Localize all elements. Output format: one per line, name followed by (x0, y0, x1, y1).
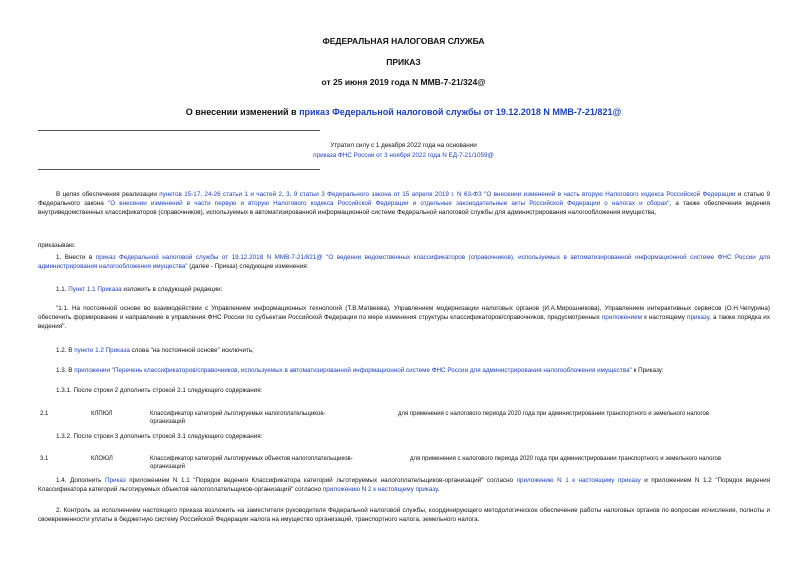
preamble-text-1: В целях обеспечения реализации (56, 191, 160, 198)
row-2-1-number: 2.1 (40, 411, 49, 417)
item-1-4-text-4: . (437, 486, 440, 493)
item-1-2-text-2: слова "на постоянной основе" исключить; (129, 347, 254, 354)
item-1-1-text-2: изложить в следующей редакции: (121, 286, 223, 293)
item-1-4-text-2: приложением N 1.1 "Порядок ведения Классификатора категорий льготируемых налогоплательщиков-организаций" согласно (125, 477, 517, 484)
notice-link[interactable]: приказа ФНС России от 3 ноября 2022 года N ЕД-7-21/1059@ (313, 152, 494, 159)
item-1-4-link-appendix-1[interactable]: приложению N 1 к настоящему приказу (516, 477, 641, 484)
preamble-link-law[interactable]: пунктов 15-17, 24-26 статьи 1 и частей 2, 3, 9 статьи 3 Федерального закона от 15 апреля 2019 г. N 63-ФЗ "О внесении изменений в часть вторую Налогового кодекса Российской Федерации (159, 191, 736, 198)
item-1-2-paragraph (56, 346, 254, 355)
document-type: ПРИКАЗ (386, 57, 421, 67)
row-2-1-code: КЛПЮЛ (91, 411, 113, 417)
quote-link-appendix[interactable]: приложением (601, 314, 643, 321)
item-1-text-2: (далее - Приказ) следующие изменения: (187, 263, 309, 270)
item-1-1-paragraph (56, 285, 222, 294)
preamble-link-law-title[interactable]: "О внесении изменений в части первую и вторую Налогового кодекса Российской Федерации и отдельные законодательные акты Российской Федерации о налогах и сборах" (107, 200, 670, 207)
quote-text-1: "1.1. На постоянной основе во взаимодействии с Управлением информационных технологий (Т.В.Матвеева), Управлением модернизации налоговых органов (И.А.Мирошникова), Управлением интерактивных сервисов (О.Н.Чепурина) обеспечить формирование и направление в управления ФНС России по субъектам Российской Федерации по мере изменения структуры классификаторов/справочников, предусмотренных (38, 305, 770, 321)
document-date: от 25 июня 2019 года N ММВ-7-21/324@ (321, 77, 486, 87)
item-1-4-link-appendix-2[interactable]: приложению N 2 к настоящему приказу (322, 486, 438, 493)
item-1-3-1-paragraph: 1.3.1. После строки 2 дополнить строкой 2.1 следующего содержания: (56, 387, 263, 394)
document-org: ФЕДЕРАЛЬНАЯ НАЛОГОВАЯ СЛУЖБА (322, 36, 485, 46)
item-1-3-text-2: к Приказу: (631, 367, 664, 374)
preamble-text-3: , а также обеспечения ведения внутриведомственных классификаторов (справочников), используемых в автоматизированной информационной системе Федеральной налоговой службы для администрирования налогообложения имущества, (38, 200, 770, 216)
divider-top (38, 130, 320, 131)
notice-link-line (0, 152, 807, 159)
item-1-4-link-order[interactable]: Приказ (104, 477, 126, 484)
item-1-4-text-3: и приложением N 1.2 "Порядок ведения Классификатора категорий льготируемых объектов налогоплательщиков-организаций" согласно (38, 477, 771, 493)
item-1-2-link[interactable]: пункте 1.2 Приказа (74, 347, 130, 354)
item-1-3-text-1: 1.3. В (56, 367, 75, 374)
item-1-1-text-1: 1.1. (56, 286, 69, 293)
row-3-1-number: 3.1 (40, 456, 49, 462)
document-subject (0, 107, 807, 117)
item-2-paragraph: 2. Контроль за исполнением настоящего приказа возложить на заместителя руководителя Федеральной налоговой службы, координирующего методологическое обеспечение работы налоговых органов по вопросам исчисления, полноты и своевременности уплаты в бюджетную систему Российской Федерации налога на имущество организаций, транспортного налога, земельного налога. (38, 507, 770, 523)
notice-line: Утратил силу с 1 декабря 2022 года на основании (330, 142, 477, 149)
order-word: приказываю: (38, 242, 76, 249)
item-1-3-paragraph (56, 366, 770, 375)
row-2-1-use: для применения с налогового периода 2020 года при администрировании транспортного и земельного налогов (398, 411, 710, 417)
row-3-1-name: Классификатор категорий льготируемых объектов налогоплательщиков-организаций (150, 456, 353, 470)
item-1-2-text-1: 1.2. В (56, 347, 75, 354)
preamble-text-2: и статью 9 Федерального закона (38, 191, 770, 207)
row-2-1-name: Классификатор категорий льготируемых налогоплательщиков-организаций (150, 411, 326, 425)
row-3-1-use: для применения с налогового периода 2020 года при администрировании транспортного и земельного налогов (410, 456, 722, 462)
item-1-text-1: 1. Внести в (56, 254, 96, 261)
divider-bottom (38, 169, 320, 170)
item-1-3-link[interactable]: приложении "Перечень классификаторов/справочников, используемых в автоматизированной информационной системе ФНС России для администрирования налогообложения имущества" (74, 367, 632, 374)
item-1-4-paragraph (38, 476, 770, 494)
item-1-link[interactable]: приказ Федеральной налоговой службы от 19.12.2018 N ММВ-7-21/821@ "О ведении ведомственных классификаторов (справочников), используемых в автоматизированной информационной системе ФНС России для администрирования налогообложения имущества" (38, 254, 771, 270)
item-1-1-link[interactable]: Пункт 1.1 Приказа (68, 286, 122, 293)
quote-text-3: , а также порядка их ведения". (38, 314, 770, 330)
row-3-1-code: КЛОЮЛ (91, 456, 113, 462)
item-1-paragraph (38, 253, 770, 271)
item-1-3-2-paragraph: 1.3.2. После строки 3 дополнить строкой 3.1 следующего содержания: (56, 433, 263, 440)
quote-paragraph (38, 304, 770, 331)
subject-text: О внесении изменений в (185, 107, 300, 117)
subject-link[interactable]: приказ Федеральной налоговой службы от 19.12.2018 N ММВ-7-21/821@ (299, 107, 622, 117)
quote-link-order[interactable]: приказу (687, 314, 710, 321)
quote-text-2: к настоящему (642, 314, 688, 321)
preamble-paragraph (38, 190, 770, 217)
item-1-4-text-1: 1.4. Дополнить (56, 477, 105, 484)
